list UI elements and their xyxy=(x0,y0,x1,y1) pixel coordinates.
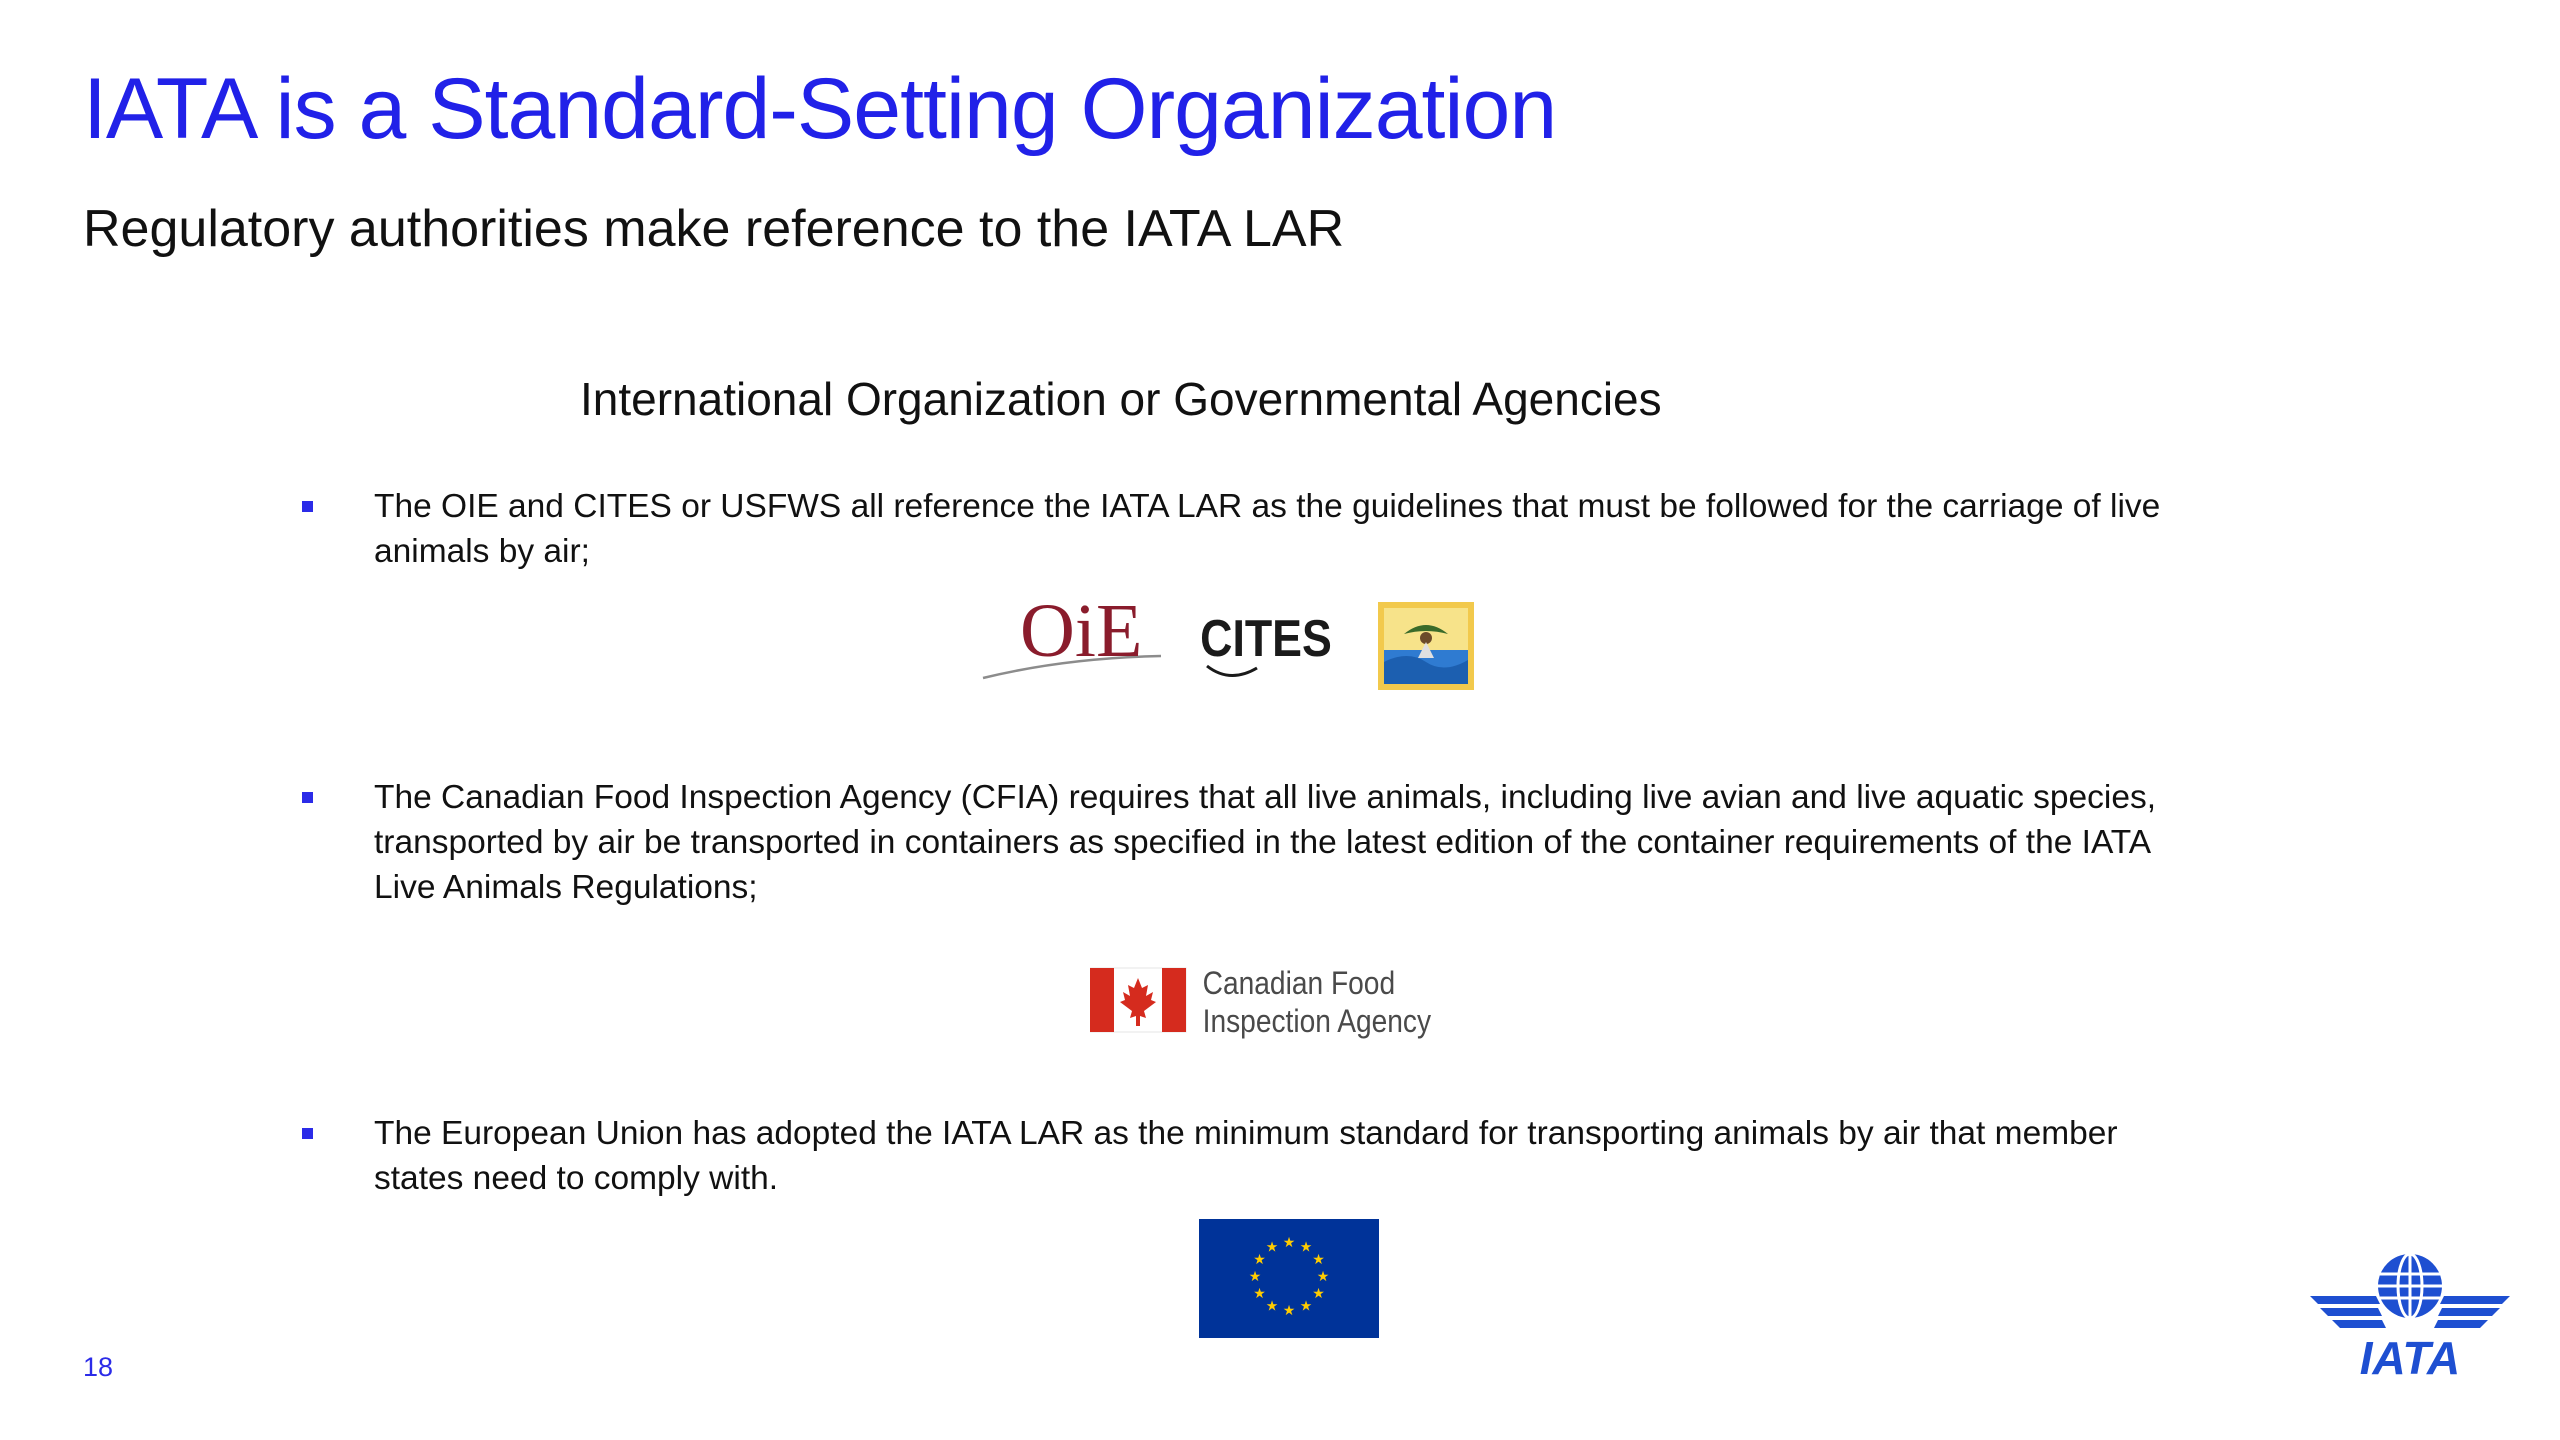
bullet-marker xyxy=(302,1128,313,1139)
svg-text:OiE: OiE xyxy=(1020,592,1143,673)
svg-text:★: ★ xyxy=(1265,1239,1279,1256)
svg-text:★: ★ xyxy=(1265,1298,1279,1315)
page-subtitle: Regulatory authorities make reference to the IATA LAR xyxy=(83,200,1345,258)
usfws-logo xyxy=(1378,602,1474,690)
svg-text:★: ★ xyxy=(1316,1269,1330,1285)
page-number: 18 xyxy=(83,1352,114,1382)
section-heading: International Organization or Governmental Agencies xyxy=(580,373,1662,425)
svg-text:CITES: CITES xyxy=(1200,609,1332,668)
svg-text:★: ★ xyxy=(1253,1286,1266,1302)
svg-text:Inspection Agency: Inspection Agency xyxy=(1202,1004,1432,1040)
oie-logo xyxy=(975,592,1170,687)
svg-text:★: ★ xyxy=(1253,1252,1266,1268)
svg-text:Canadian Food: Canadian Food xyxy=(1202,966,1396,1002)
svg-text:★: ★ xyxy=(1282,1303,1296,1319)
bullet-text-oie-cites: The OIE and CITES or USFWS all reference the IATA LAR as the guidelines that must be followed for the carriage of live animals by air; xyxy=(374,488,2161,570)
svg-text:IATA: IATA xyxy=(2359,1332,2461,1383)
bullet-marker xyxy=(302,501,313,512)
cites-logo xyxy=(1195,596,1345,686)
cfia-logo xyxy=(1090,960,1450,1042)
bullet-text-eu: The European Union has adopted the IATA LAR as the minimum standard for transporting animals by air that member states need to comply with. xyxy=(374,1115,2118,1197)
bullet-marker xyxy=(302,792,313,803)
iata-logo xyxy=(2310,1248,2510,1383)
svg-text:★: ★ xyxy=(1299,1298,1313,1315)
bullet-text-cfia: The Canadian Food Inspection Agency (CFIA) requires that all live animals, including live avian and live aquatic species, transported by air be transported in containers as specified in the latest edition of the container requirements of the IATA Live Animals Regulations; xyxy=(374,779,2157,906)
svg-text:★: ★ xyxy=(1312,1252,1325,1268)
svg-text:★: ★ xyxy=(1248,1269,1262,1285)
svg-text:★: ★ xyxy=(1312,1286,1325,1302)
eu-flag-logo xyxy=(1199,1219,1379,1338)
svg-text:★: ★ xyxy=(1282,1235,1296,1251)
page-title: IATA is a Standard-Setting Organization xyxy=(83,61,1557,157)
svg-text:★: ★ xyxy=(1299,1239,1313,1256)
